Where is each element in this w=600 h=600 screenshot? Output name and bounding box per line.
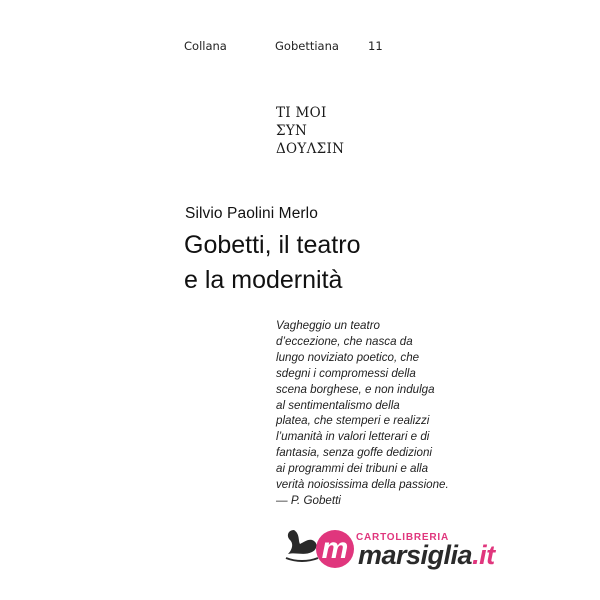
author-name: Silvio Paolini Merlo <box>185 205 318 222</box>
epigraph-line: sdegni i compromessi della <box>276 366 416 380</box>
greek-motto <box>276 104 344 158</box>
series-number: 11 <box>368 39 383 53</box>
epigraph-quote <box>276 318 506 509</box>
epigraph-line: fantasia, senza goffe dedizioni <box>276 446 432 460</box>
title-line: e la modernità <box>184 266 343 294</box>
series-header <box>184 39 404 55</box>
series-label-collana: Collana <box>184 39 227 53</box>
greek-motto-line: ΤΙ ΜΟΙ <box>276 105 327 121</box>
title-line: Gobetti, il teatro <box>184 231 361 259</box>
epigraph-line: platea, che stemperi e realizzi <box>276 414 430 428</box>
greek-motto-line: ΔΟΥΛΣΙΝ <box>276 141 345 157</box>
epigraph-line: scena borghese, e non indulga <box>276 382 435 396</box>
brand-name <box>346 540 495 571</box>
epigraph-line: verità noiosissima della passione. <box>276 478 449 492</box>
brand-name-tld: .it <box>472 540 495 570</box>
book-title <box>184 228 360 298</box>
series-label-name: Gobettiana <box>275 39 339 53</box>
epigraph-line: al sentimentalismo della <box>276 398 400 412</box>
epigraph-line: l’umanità in valori letterari e di <box>276 430 430 444</box>
epigraph-line: d’eccezione, che nasca da <box>276 334 413 348</box>
epigraph-line: ai programmi dei tribuni e alla <box>276 462 429 476</box>
epigraph-attribution: — P. Gobetti <box>276 493 341 507</box>
watermark-logo <box>282 518 512 578</box>
greek-motto-line: ΣΥΝ <box>276 123 308 139</box>
epigraph-line: Vagheggio un teatro <box>276 319 380 332</box>
epigraph-line: lungo noviziato poetico, che <box>276 350 420 364</box>
brand-badge: m <box>316 530 354 568</box>
brand-subtitle: CARTOLIBRERIA <box>356 532 449 543</box>
brand-name-main: marsiglia <box>358 540 473 570</box>
